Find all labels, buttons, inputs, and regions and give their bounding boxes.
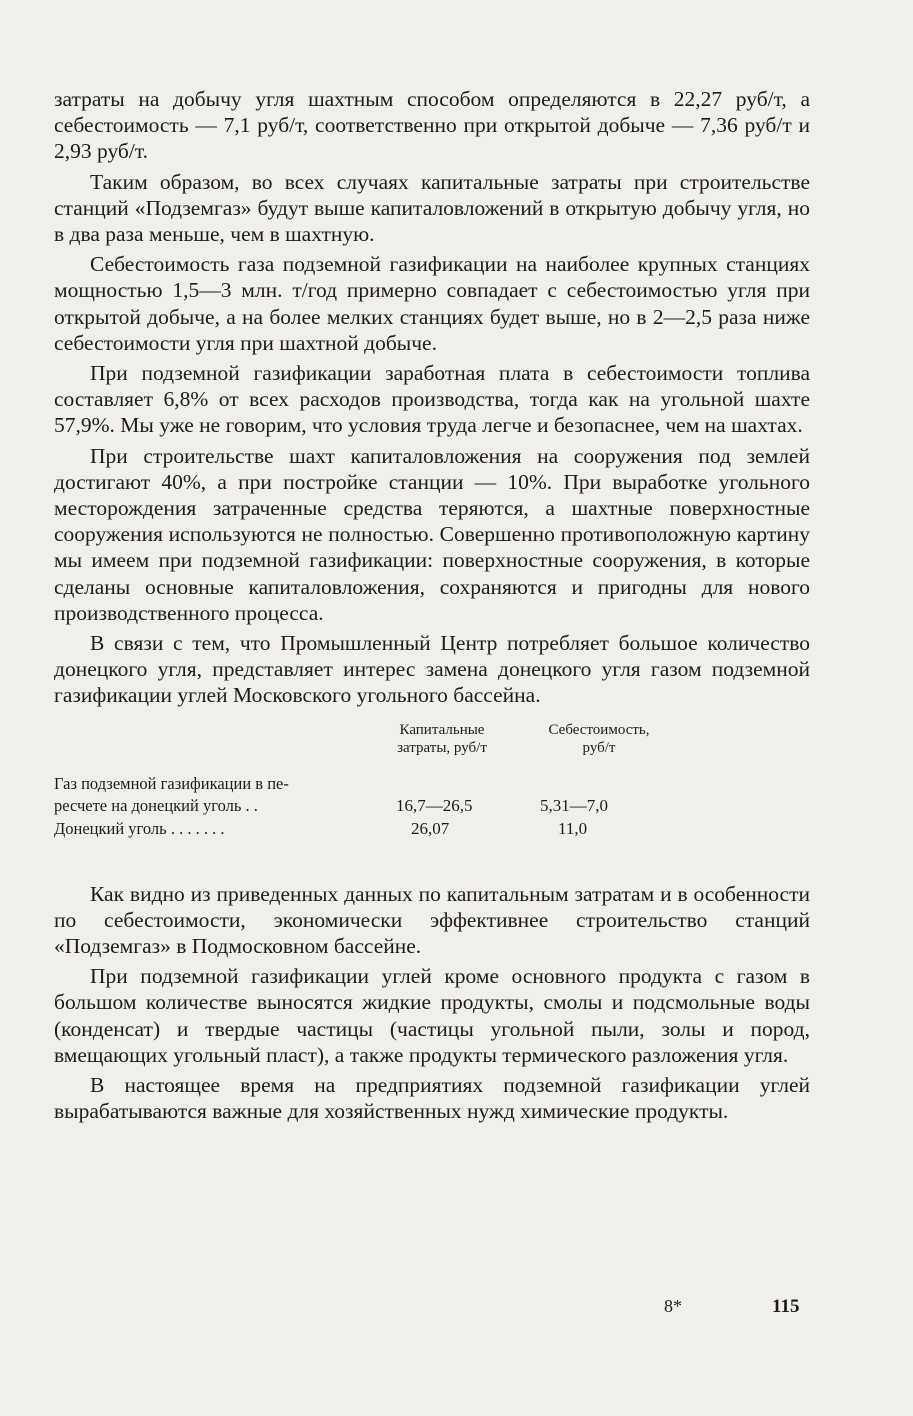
paragraph: затраты на добычу угля шахтным способом определяются в 22,27 руб/т, а себестоимость — 7,1 руб/т, соответственно при открытой добыче — 7,36 руб/т и 2,93 руб/т.: [54, 87, 810, 164]
page-body: [54, 86, 810, 1129]
page-footer: [0, 1296, 913, 1320]
paragraph: Таким образом, во всех случаях капитальные затраты при строительстве станций «Подземгаз» будут выше капиталовложений в открытую добычу угля, но в два раза меньше, чем в шахтную.: [54, 169, 810, 247]
paragraph: При подземной газификации углей кроме основного продукта с газом в большом количестве выносятся жидкие продукты, смолы и подсмольные воды (конденсат) и твердые частицы (частицы угольной пыли, золы и пород, вмещающих угольный пласт), а также продукты термического разложения угля.: [54, 964, 810, 1067]
table-cell: 16,7—26,5: [396, 795, 473, 815]
table-cell: 5,31—7,0: [540, 795, 608, 815]
table-cell: 26,07: [411, 818, 450, 838]
table-cell: 11,0: [558, 818, 588, 838]
comparison-table: [54, 721, 810, 881]
paragraph: При подземной газификации заработная плата в себестоимости топлива составляет 6,8% от всех расходов производства, тогда как на угольной шахте 57,9%. Мы уже не говорим, что условия труда легче и безопаснее, чем на шахтах.: [54, 361, 810, 438]
table-row-label: Донецкий уголь . . . . . . .: [54, 818, 225, 838]
paragraph: При строительстве шахт капиталовложения на сооружения под землей достигают 40%, а при постройке станции — 10%. При выработке угольного месторождения затраченные средства теряются, а шахтные поверхностные сооружения используются не полностью. Совершенно противоположную картину мы имеем при подземной газификации: поверхностные сооружения, в которые сделаны основные капиталовложения, сохраняются и пригодны для нового производственного процесса.: [54, 443, 810, 625]
table-header-capital: Капитальные затраты, руб/т: [397, 721, 487, 756]
table-header-cost: Себестоимость, руб/т: [548, 721, 650, 756]
paragraph: Как видно из приведенных данных по капитальным затратам и в особенности по себестоимости, экономически эффективнее строительство станций «Подземгаз» в Подмосковном бассейне.: [54, 881, 810, 959]
table-row-label: Газ подземной газификации в пе-: [54, 773, 289, 793]
paragraph: В настоящее время на предприятиях подземной газификации углей вырабатываются важные для хозяйственных нужд химические продукты.: [54, 1073, 810, 1124]
page-number: 115: [772, 1296, 800, 1317]
paragraph: В связи с тем, что Промышленный Центр потребляет большое количество донецкого угля, представляет интерес замена донецкого угля газом подземной газификации углей Московского угольного бассейна.: [54, 631, 810, 708]
signature-mark: 8*: [664, 1296, 682, 1316]
table-row-label: ресчете на донецкий уголь . .: [54, 795, 258, 815]
paragraph: Себестоимость газа подземной газификации на наиболее крупных станциях мощностью 1,5—3 млн. т/год примерно совпадает с себестоимостью угля при открытой добыче, а на более мелких станциях будет выше, но в 2—2,5 раза ниже себестоимости угля при шахтной добыче.: [54, 252, 810, 355]
